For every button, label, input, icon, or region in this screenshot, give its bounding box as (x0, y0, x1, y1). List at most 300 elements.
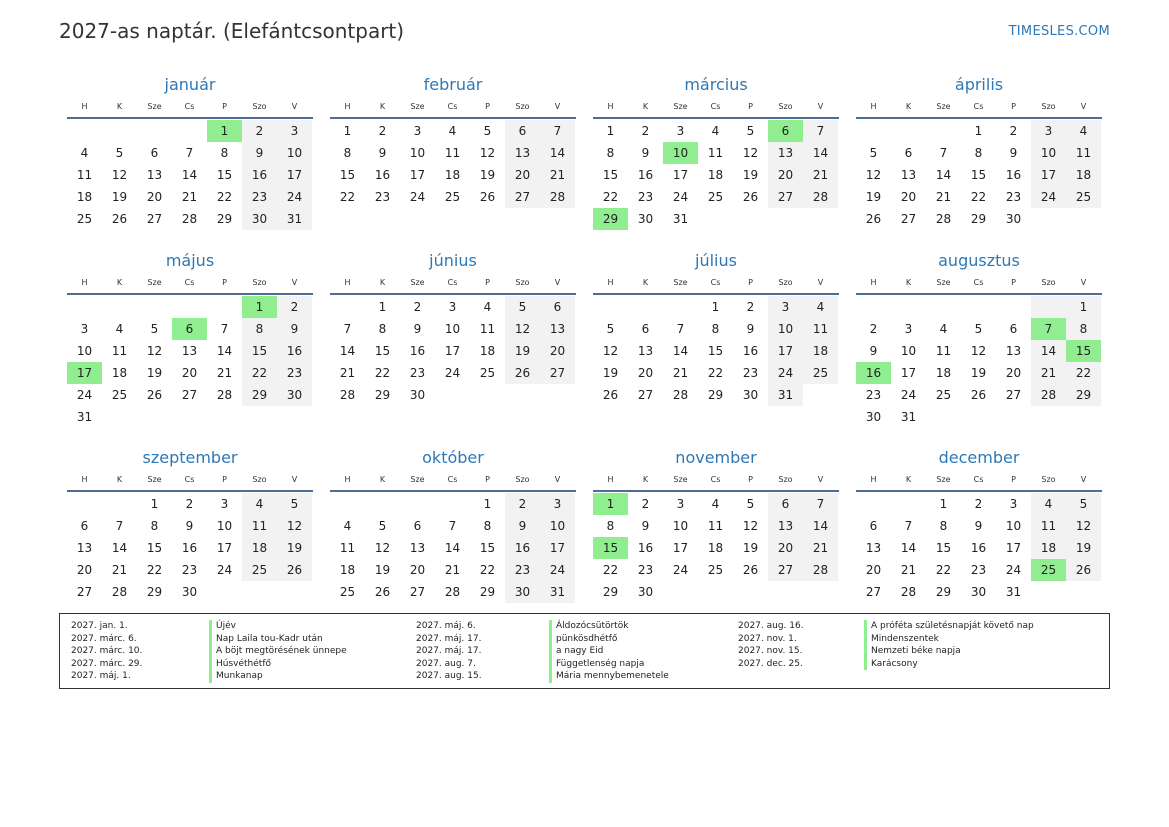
empty-day-cell (330, 296, 365, 318)
holiday-dates-column (416, 620, 482, 683)
day-cell: 10 (900, 344, 917, 358)
month-name: március (684, 75, 748, 94)
day-cell: 11 (339, 541, 356, 555)
empty-day-cell (996, 406, 1031, 428)
day-cell: 23 (865, 388, 882, 402)
day-cell: 26 (479, 190, 496, 204)
day-cell: 16 (637, 168, 654, 182)
weekday-label: Sze (147, 278, 162, 287)
month-calendar (593, 73, 839, 249)
day-cell: 2 (974, 497, 983, 511)
day-cell: 11 (479, 322, 496, 336)
day-cell: 7 (448, 519, 457, 533)
day-cell: 28 (444, 585, 461, 599)
month-calendar (856, 73, 1102, 249)
day-cell: 18 (935, 366, 952, 380)
day-cell: 27 (181, 388, 198, 402)
day-cell: 9 (746, 322, 755, 336)
weekday-label: P (1011, 102, 1016, 111)
month-calendar (330, 73, 576, 249)
day-cell: 11 (242, 515, 277, 537)
weekday-label: K (642, 102, 649, 111)
day-cell: 27 (637, 388, 654, 402)
weekday-label: V (554, 278, 561, 287)
day-cell: 10 (409, 146, 426, 160)
day-cell: 21 (1031, 362, 1066, 384)
day-cell: 21 (216, 366, 233, 380)
day-cell: 25 (1066, 186, 1101, 208)
day-cell: 5 (606, 322, 615, 336)
empty-day-cell (207, 581, 242, 603)
day-cell: 11 (444, 146, 461, 160)
day-cell: 9 (378, 146, 387, 160)
month-calendar (856, 249, 1102, 446)
weekday-label: H (81, 278, 88, 287)
day-cell: 5 (483, 124, 492, 138)
day-cell: 16 (242, 164, 277, 186)
empty-day-cell (102, 296, 137, 318)
day-cell: 5 (746, 124, 755, 138)
day-cell: 20 (146, 190, 163, 204)
day-cell: 5 (869, 146, 878, 160)
day-cell: 26 (111, 212, 128, 226)
empty-day-cell (102, 120, 137, 142)
day-cell: 1 (483, 497, 492, 511)
empty-day-cell (1066, 581, 1101, 603)
day-cell: 11 (1066, 142, 1101, 164)
day-cell: 2 (277, 296, 312, 318)
day-cell: 6 (869, 519, 878, 533)
holiday-name: pünkösdhétfő (549, 633, 669, 646)
day-cell: 17 (444, 344, 461, 358)
day-cell: 25 (707, 563, 724, 577)
day-cell: 15 (146, 541, 163, 555)
empty-day-cell (733, 208, 768, 230)
day-cell: 22 (602, 190, 619, 204)
day-cell: 1 (974, 124, 983, 138)
day-cell: 4 (448, 124, 457, 138)
weekday-label: H (607, 102, 614, 111)
days-grid (593, 493, 839, 603)
day-cell: 2 (378, 124, 387, 138)
empty-day-cell (996, 296, 1031, 318)
day-cell: 27 (865, 585, 882, 599)
weekday-label: Szo (778, 102, 793, 111)
weekday-label: Sze (673, 278, 688, 287)
day-cell: 17 (409, 168, 426, 182)
day-cell: 18 (707, 168, 724, 182)
day-cell: 3 (768, 296, 803, 318)
days-grid (856, 296, 1102, 428)
day-cell: 1 (593, 493, 628, 515)
days-grid (67, 296, 313, 428)
weekday-label: Szo (778, 278, 793, 287)
weekday-label: Sze (936, 278, 951, 287)
day-cell: 29 (593, 208, 628, 230)
weekday-label: P (222, 102, 227, 111)
empty-day-cell (926, 296, 961, 318)
holiday-date: 2027. aug. 15. (416, 671, 482, 681)
day-cell: 12 (742, 519, 759, 533)
day-cell: 8 (242, 318, 277, 340)
day-cell: 7 (220, 322, 229, 336)
day-cell: 2 (1009, 124, 1018, 138)
holiday-date: 2027. nov. 15. (738, 646, 803, 656)
empty-day-cell (242, 581, 277, 603)
day-cell: 13 (768, 142, 803, 164)
empty-day-cell (172, 120, 207, 142)
day-cell: 30 (637, 212, 654, 226)
day-cell: 23 (374, 190, 391, 204)
day-cell: 12 (865, 168, 882, 182)
day-cell: 18 (111, 366, 128, 380)
day-cell: 20 (409, 563, 426, 577)
empty-day-cell (277, 581, 312, 603)
day-cell: 14 (900, 541, 917, 555)
day-cell: 5 (974, 322, 983, 336)
day-cell: 26 (742, 190, 759, 204)
day-cell: 27 (1005, 388, 1022, 402)
day-cell: 21 (935, 190, 952, 204)
weekday-label: H (81, 475, 88, 484)
day-cell: 23 (637, 563, 654, 577)
day-cell: 27 (900, 212, 917, 226)
day-cell: 25 (76, 212, 93, 226)
weekday-label: Szo (1041, 278, 1056, 287)
day-cell: 21 (803, 537, 838, 559)
day-cell: 14 (935, 168, 952, 182)
day-cell: 7 (1031, 318, 1066, 340)
month-name: február (423, 75, 483, 94)
day-cell: 6 (1009, 322, 1018, 336)
holiday-date: 2027. aug. 7. (416, 658, 476, 669)
day-cell: 3 (1009, 497, 1018, 511)
day-cell: 26 (277, 559, 312, 581)
empty-day-cell (470, 384, 505, 406)
weekday-label: Szo (515, 278, 530, 287)
day-cell: 14 (111, 541, 128, 555)
day-cell: 9 (641, 146, 650, 160)
day-cell: 9 (1009, 146, 1018, 160)
day-cell: 22 (339, 190, 356, 204)
days-grid (856, 493, 1102, 603)
day-cell: 10 (76, 344, 93, 358)
day-cell: 12 (970, 344, 987, 358)
day-cell: 3 (1031, 120, 1066, 142)
day-cell: 19 (865, 190, 882, 204)
day-cell: 30 (637, 585, 654, 599)
day-cell: 27 (768, 186, 803, 208)
day-cell: 19 (479, 168, 496, 182)
day-cell: 28 (672, 388, 689, 402)
day-cell: 6 (172, 318, 207, 340)
day-cell: 24 (1005, 563, 1022, 577)
day-cell: 30 (505, 581, 540, 603)
day-cell: 3 (277, 120, 312, 142)
day-cell: 11 (935, 344, 952, 358)
day-cell: 26 (865, 212, 882, 226)
day-cell: 23 (742, 366, 759, 380)
weekday-header (330, 273, 576, 295)
weekday-header (856, 97, 1102, 119)
days-grid (67, 120, 313, 230)
day-cell: 9 (185, 519, 194, 533)
day-cell: 10 (768, 318, 803, 340)
day-cell: 4 (483, 300, 492, 314)
day-cell: 10 (216, 519, 233, 533)
weekday-label: Sze (936, 102, 951, 111)
weekday-header (67, 470, 313, 492)
day-cell: 12 (1066, 515, 1101, 537)
day-cell: 25 (935, 388, 952, 402)
day-cell: 23 (409, 366, 426, 380)
day-cell: 13 (637, 344, 654, 358)
day-cell: 28 (111, 585, 128, 599)
day-cell: 18 (339, 563, 356, 577)
weekday-label: P (485, 102, 490, 111)
empty-day-cell (137, 120, 172, 142)
day-cell: 16 (637, 541, 654, 555)
day-cell: 16 (1005, 168, 1022, 182)
day-cell: 9 (505, 515, 540, 537)
holiday-name: Mária mennybemenetele (549, 670, 669, 683)
weekday-label: P (485, 278, 490, 287)
day-cell: 26 (374, 585, 391, 599)
weekday-label: V (817, 475, 824, 484)
day-cell: 19 (742, 168, 759, 182)
day-cell: 26 (1066, 559, 1101, 581)
day-cell: 28 (803, 559, 838, 581)
weekday-label: H (870, 475, 877, 484)
holiday-date: 2027. nov. 1. (738, 633, 797, 644)
day-cell: 14 (803, 142, 838, 164)
day-cell: 22 (935, 563, 952, 577)
weekday-label: V (554, 475, 561, 484)
day-cell: 3 (676, 124, 685, 138)
day-cell: 29 (1066, 384, 1101, 406)
day-cell: 8 (343, 146, 352, 160)
day-cell: 30 (181, 585, 198, 599)
empty-day-cell (698, 208, 733, 230)
empty-day-cell (1031, 581, 1066, 603)
empty-day-cell (505, 384, 540, 406)
day-cell: 28 (181, 212, 198, 226)
day-cell: 15 (970, 168, 987, 182)
day-cell: 4 (343, 519, 352, 533)
day-cell: 4 (1031, 493, 1066, 515)
day-cell: 7 (185, 146, 194, 160)
day-cell: 7 (904, 519, 913, 533)
weekday-label: Sze (673, 475, 688, 484)
day-cell: 15 (216, 168, 233, 182)
day-cell: 18 (242, 537, 277, 559)
days-grid (856, 120, 1102, 230)
day-cell: 17 (67, 362, 102, 384)
day-cell: 29 (146, 585, 163, 599)
day-cell: 23 (505, 559, 540, 581)
weekday-label: V (817, 102, 824, 111)
holiday-date: 2027. máj. 17. (416, 633, 482, 644)
day-cell: 16 (505, 537, 540, 559)
empty-day-cell (172, 296, 207, 318)
holiday-date: 2027. aug. 16. (738, 621, 804, 631)
day-cell: 30 (742, 388, 759, 402)
day-cell: 2 (869, 322, 878, 336)
weekday-label: Cs (973, 278, 984, 287)
day-cell: 22 (216, 190, 233, 204)
day-cell: 21 (181, 190, 198, 204)
day-cell: 22 (970, 190, 987, 204)
day-cell: 9 (277, 318, 312, 340)
empty-day-cell (172, 406, 207, 428)
month-grid (67, 73, 1102, 599)
day-cell: 4 (711, 497, 720, 511)
day-cell: 15 (479, 541, 496, 555)
holiday-name: A próféta születésnapját követő nap (864, 620, 1034, 633)
weekday-label: H (344, 475, 351, 484)
days-grid (67, 493, 313, 603)
day-cell: 22 (242, 362, 277, 384)
day-cell: 18 (1031, 537, 1066, 559)
day-cell: 23 (637, 190, 654, 204)
day-cell: 16 (374, 168, 391, 182)
day-cell: 30 (970, 585, 987, 599)
day-cell: 20 (637, 366, 654, 380)
day-cell: 21 (803, 164, 838, 186)
day-cell: 29 (374, 388, 391, 402)
day-cell: 19 (277, 537, 312, 559)
day-cell: 18 (1066, 164, 1101, 186)
day-cell: 17 (768, 340, 803, 362)
day-cell: 8 (939, 519, 948, 533)
weekday-label: K (905, 102, 912, 111)
weekday-label: Sze (673, 102, 688, 111)
weekday-label: K (116, 278, 123, 287)
day-cell: 10 (672, 519, 689, 533)
day-cell: 30 (277, 384, 312, 406)
brand-link[interactable]: TIMESLES.COM (1008, 24, 1110, 39)
empty-day-cell (277, 406, 312, 428)
weekday-label: Sze (410, 475, 425, 484)
day-cell: 8 (711, 322, 720, 336)
days-grid (593, 120, 839, 230)
day-cell: 11 (111, 344, 128, 358)
weekday-label: K (905, 475, 912, 484)
holiday-date: 2027. dec. 25. (738, 658, 803, 669)
day-cell: 24 (76, 388, 93, 402)
day-cell: 13 (181, 344, 198, 358)
day-cell: 29 (707, 388, 724, 402)
weekday-label: Szo (515, 475, 530, 484)
weekday-label: V (291, 475, 298, 484)
empty-day-cell (400, 493, 435, 515)
day-cell: 5 (115, 146, 124, 160)
day-cell: 29 (242, 384, 277, 406)
day-cell: 11 (707, 146, 724, 160)
day-cell: 22 (479, 563, 496, 577)
day-cell: 14 (803, 515, 838, 537)
empty-day-cell (891, 296, 926, 318)
day-cell: 27 (768, 559, 803, 581)
month-name: október (422, 448, 484, 467)
empty-day-cell (67, 296, 102, 318)
day-cell: 3 (413, 124, 422, 138)
weekday-label: H (607, 278, 614, 287)
empty-day-cell (207, 296, 242, 318)
day-cell: 18 (444, 168, 461, 182)
empty-day-cell (961, 296, 996, 318)
holiday-date: 2027. máj. 17. (416, 646, 482, 656)
day-cell: 26 (970, 388, 987, 402)
day-cell: 9 (641, 519, 650, 533)
empty-day-cell (768, 581, 803, 603)
day-cell: 13 (540, 318, 575, 340)
day-cell: 15 (593, 537, 628, 559)
day-cell: 11 (707, 519, 724, 533)
day-cell: 24 (672, 563, 689, 577)
empty-day-cell (102, 493, 137, 515)
day-cell: 7 (803, 120, 838, 142)
day-cell: 24 (900, 388, 917, 402)
day-cell: 6 (80, 519, 89, 533)
day-cell: 17 (672, 168, 689, 182)
day-cell: 29 (970, 212, 987, 226)
day-cell: 24 (540, 559, 575, 581)
day-cell: 8 (220, 146, 229, 160)
day-cell: 29 (602, 585, 619, 599)
day-cell: 13 (1005, 344, 1022, 358)
day-cell: 22 (707, 366, 724, 380)
month-calendar (67, 446, 313, 599)
day-cell: 18 (707, 541, 724, 555)
empty-day-cell (137, 406, 172, 428)
day-cell: 27 (146, 212, 163, 226)
day-cell: 15 (1066, 340, 1101, 362)
day-cell: 25 (479, 366, 496, 380)
day-cell: 1 (1066, 296, 1101, 318)
holiday-name: Húsvéthétfő (209, 658, 347, 671)
day-cell: 18 (76, 190, 93, 204)
day-cell: 6 (768, 493, 803, 515)
day-cell: 11 (803, 318, 838, 340)
holiday-date: 2027. márc. 10. (71, 646, 143, 656)
day-cell: 31 (540, 581, 575, 603)
day-cell: 2 (242, 120, 277, 142)
day-cell: 6 (505, 120, 540, 142)
weekday-label: Cs (710, 278, 721, 287)
month-calendar (856, 446, 1102, 599)
empty-day-cell (540, 384, 575, 406)
month-name: január (164, 75, 216, 94)
weekday-label: P (1011, 475, 1016, 484)
empty-day-cell (926, 406, 961, 428)
day-cell: 11 (76, 168, 93, 182)
day-cell: 12 (742, 146, 759, 160)
day-cell: 22 (374, 366, 391, 380)
holiday-names-column (864, 620, 1034, 670)
days-grid (330, 120, 576, 208)
day-cell: 20 (865, 563, 882, 577)
day-cell: 29 (216, 212, 233, 226)
day-cell: 8 (483, 519, 492, 533)
day-cell: 8 (974, 146, 983, 160)
day-cell: 17 (277, 164, 312, 186)
day-cell: 10 (277, 142, 312, 164)
day-cell: 7 (540, 120, 575, 142)
month-name: szeptember (142, 448, 238, 467)
day-cell: 5 (746, 497, 755, 511)
day-cell: 17 (1005, 541, 1022, 555)
